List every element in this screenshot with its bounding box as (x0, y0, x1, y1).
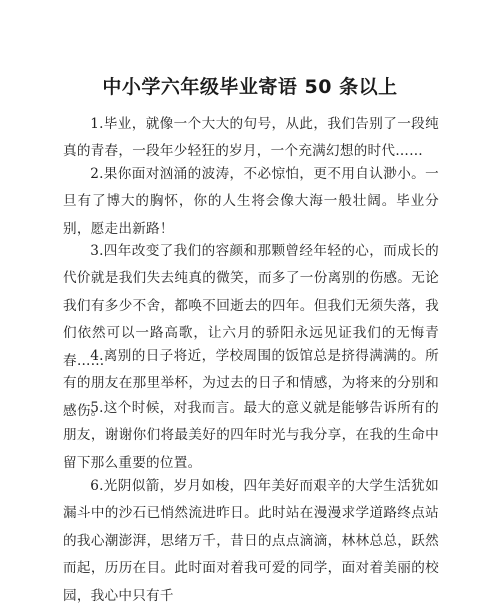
paragraph-4: 4.离别的日子将近，学校周围的饭馆总是挤得满满的。所有的朋友在那里举杯，为过去的日子和情感，为将来的分别和感伤。 (63, 348, 439, 419)
paragraph-2: 2.果你面对汹涌的波涛，不必惊怕，更不用自认渺小。一旦有了博大的胸怀，你的人生将会像大海一般壮阔。毕业分别，愿走出新路！ (63, 166, 439, 237)
paragraph-5: 5.这个时候，对我而言。最大的意义就是能够告诉所有的朋友，谢谢你们将最美好的四年时光与我分享，在我的生命中留下那么重要的位置。 (63, 400, 439, 471)
paragraph-3: 3.四年改变了我们的容颜和那颗曾经年轻的心，而成长的代价就是我们失去纯真的微笑，而多了一份离别的伤感。无论我们有多少不舍，都唤不回逝去的四年。但我们无须失落，我们依然可以一路高歌，让六月的骄阳永远见证我们的无悔青春…… (63, 243, 439, 369)
paragraph-6: 6.光阴似箭，岁月如梭，四年美好而艰辛的大学生活犹如漏斗中的沙石已悄然流进昨日。此时站在漫漫求学道路终点站的我心潮澎湃，思绪万千，昔日的点点滴滴，林林总总，跃然而起，历历在目。此时面对着我可爱的同学，面对着美丽的校园，我心中只有千 (63, 478, 439, 604)
page-title: 中小学六年级毕业寄语 50 条以上 (102, 76, 398, 98)
paragraph-1: 1.毕业，就像一个大大的句号，从此，我们告别了一段纯真的青春，一段年少轻狂的岁月，一个充满幻想的时代…… (63, 116, 439, 160)
